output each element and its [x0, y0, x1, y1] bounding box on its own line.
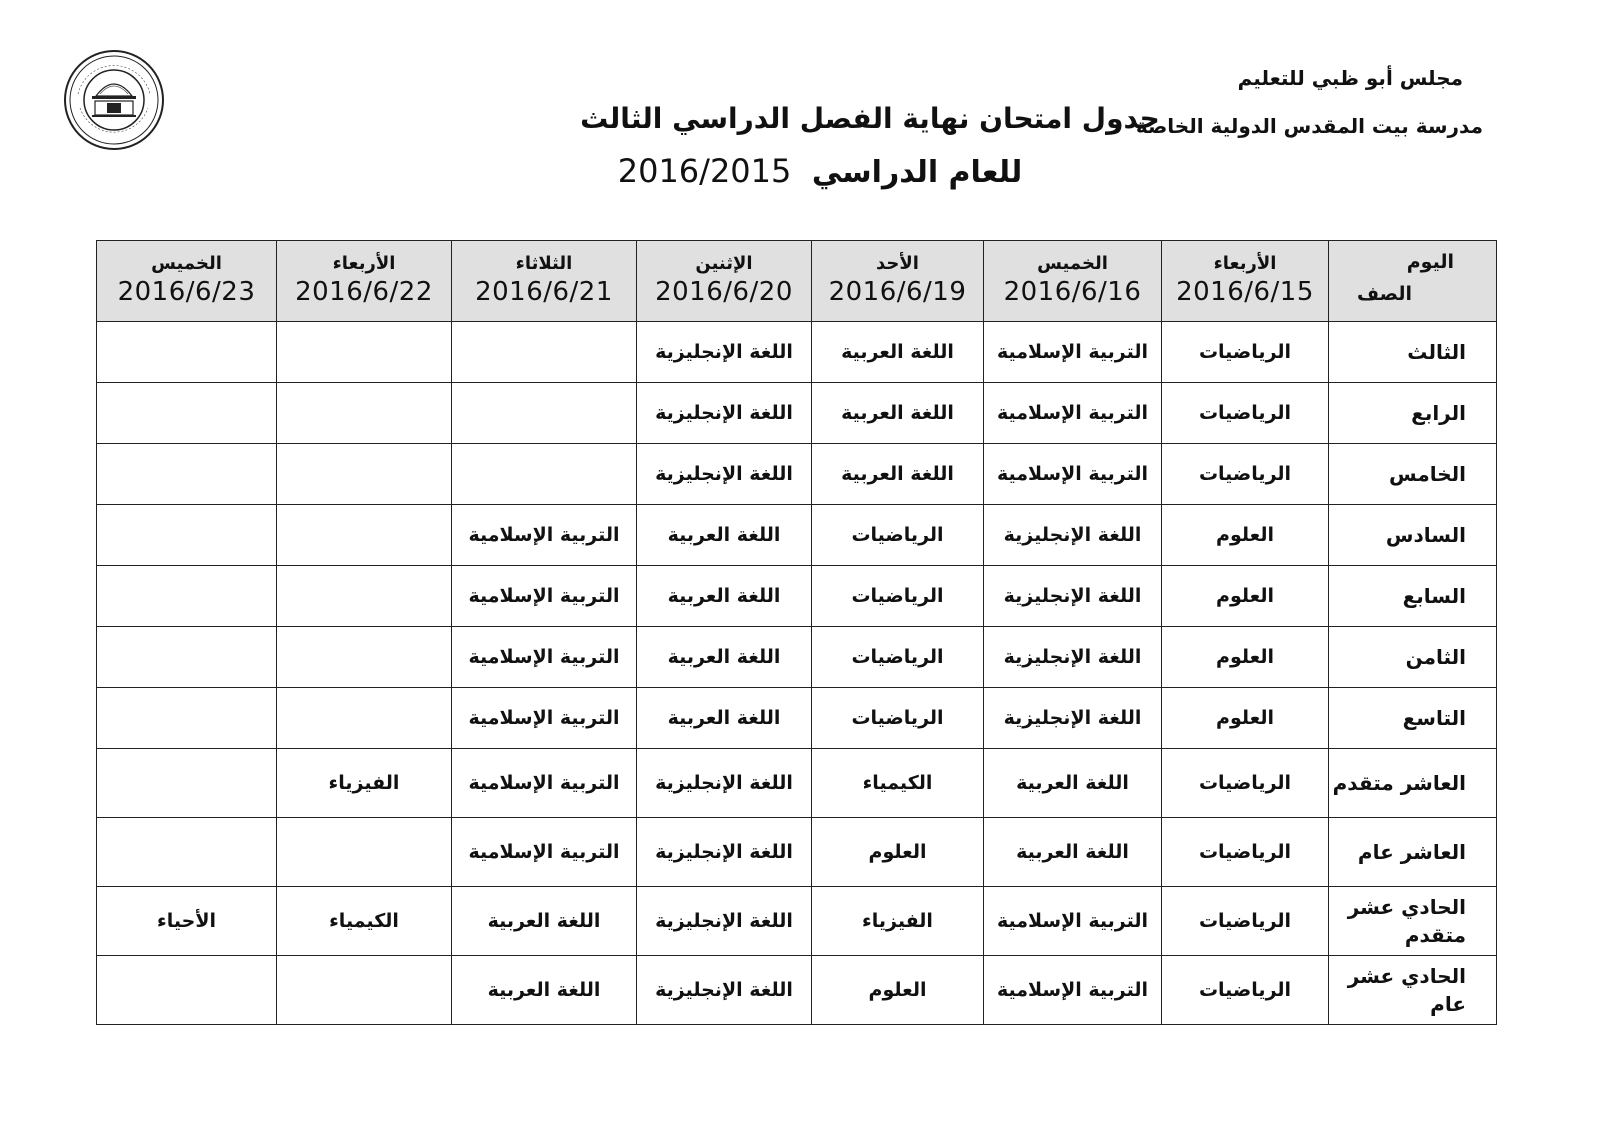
day-column-header [277, 241, 452, 322]
grade-cell: السابع [1329, 566, 1497, 627]
subject-cell: التربية الإسلامية [452, 818, 637, 887]
subject-cell: الرياضيات [1162, 887, 1329, 956]
day-date: 2016/6/16 [1003, 277, 1142, 307]
day-name: الإثنين [695, 253, 753, 274]
subject-cell: اللغة الإنجليزية [637, 322, 812, 383]
subject-cell: اللغة الإنجليزية [637, 749, 812, 818]
day-column-header [1162, 241, 1329, 322]
day-name: الأربعاء [1213, 253, 1277, 274]
subject-cell: اللغة العربية [452, 956, 637, 1025]
subject-cell: اللغة العربية [637, 627, 812, 688]
subject-cell [277, 444, 452, 505]
day-name: الثلاثاء [515, 253, 573, 274]
school-crest-icon [62, 48, 166, 152]
council-name: مجلس أبو ظبي للتعليم [1237, 66, 1463, 90]
subject-cell: الرياضيات [1162, 322, 1329, 383]
subject-cell: التربية الإسلامية [452, 505, 637, 566]
page-subtitle [0, 152, 1600, 190]
subject-cell: الرياضيات [1162, 383, 1329, 444]
day-column-header [97, 241, 277, 322]
subject-cell [277, 322, 452, 383]
subtitle-wrap [618, 152, 1023, 190]
grade-cell: الخامس [1329, 444, 1497, 505]
subject-cell: التربية الإسلامية [984, 383, 1162, 444]
subject-cell: اللغة الإنجليزية [637, 383, 812, 444]
subject-cell: العلوم [1162, 566, 1329, 627]
subject-cell: التربية الإسلامية [984, 322, 1162, 383]
subject-cell: الكيمياء [812, 749, 984, 818]
grade-cell: الثالث [1329, 322, 1497, 383]
corner-header [1329, 241, 1497, 322]
table-row [97, 322, 1497, 383]
subject-cell [277, 627, 452, 688]
subject-cell: الرياضيات [1162, 444, 1329, 505]
day-date: 2016/6/23 [117, 277, 256, 307]
title-text: جدول امتحان نهاية الفصل الدراسي الثالث [580, 102, 1160, 135]
subject-cell: اللغة العربية [637, 566, 812, 627]
subject-cell: اللغة الإنجليزية [637, 444, 812, 505]
subject-cell: العلوم [812, 956, 984, 1025]
subject-cell: التربية الإسلامية [452, 688, 637, 749]
subject-cell: العلوم [1162, 505, 1329, 566]
subject-cell [97, 322, 277, 383]
subject-cell [277, 566, 452, 627]
subject-cell: اللغة العربية [812, 322, 984, 383]
grade-cell: العاشر عام [1329, 818, 1497, 887]
subject-cell: الفيزياء [277, 749, 452, 818]
subject-cell: اللغة الإنجليزية [984, 566, 1162, 627]
subject-cell: اللغة العربية [637, 505, 812, 566]
subject-cell [97, 444, 277, 505]
subject-cell: الفيزياء [812, 887, 984, 956]
subject-cell [452, 322, 637, 383]
table-row [97, 956, 1497, 1025]
subject-cell [452, 444, 637, 505]
subject-cell [97, 818, 277, 887]
subject-cell [97, 566, 277, 627]
subject-cell: اللغة الإنجليزية [984, 688, 1162, 749]
day-column-header [984, 241, 1162, 322]
subject-cell: اللغة العربية [812, 383, 984, 444]
subject-cell: اللغة العربية [637, 688, 812, 749]
grade-cell: الثامن [1329, 627, 1497, 688]
subject-cell: الرياضيات [1162, 749, 1329, 818]
subject-cell: اللغة الإنجليزية [984, 505, 1162, 566]
table-row [97, 505, 1497, 566]
subject-cell: التربية الإسلامية [984, 956, 1162, 1025]
day-name: الأحد [876, 253, 919, 274]
subject-cell [277, 818, 452, 887]
table-row [97, 627, 1497, 688]
day-column-header [637, 241, 812, 322]
subject-cell: التربية الإسلامية [452, 749, 637, 818]
subject-cell [277, 688, 452, 749]
subject-cell [97, 749, 277, 818]
grade-cell: الحادي عشر عام [1329, 956, 1497, 1025]
day-date: 2016/6/19 [828, 277, 967, 307]
day-date: 2016/6/15 [1176, 277, 1314, 307]
table-row [97, 688, 1497, 749]
grade-cell: الحادي عشر متقدم [1329, 887, 1497, 956]
table-row [97, 383, 1497, 444]
subject-cell: اللغة العربية [984, 749, 1162, 818]
header-row [97, 241, 1497, 322]
subject-cell: التربية الإسلامية [452, 566, 637, 627]
subject-cell [452, 383, 637, 444]
subject-cell: الرياضيات [812, 688, 984, 749]
subject-cell: الرياضيات [812, 627, 984, 688]
subject-cell [97, 505, 277, 566]
table-row [97, 749, 1497, 818]
grade-cell: الرابع [1329, 383, 1497, 444]
table-row [97, 818, 1497, 887]
subject-cell: اللغة العربية [812, 444, 984, 505]
subject-cell [277, 956, 452, 1025]
grade-cell: التاسع [1329, 688, 1497, 749]
subject-cell [97, 627, 277, 688]
subtitle-year: 2016/2015 [617, 152, 792, 190]
subject-cell [277, 383, 452, 444]
subject-cell: التربية الإسلامية [984, 444, 1162, 505]
subject-cell: الأحياء [97, 887, 277, 956]
grade-cell: السادس [1329, 505, 1497, 566]
page-title [0, 102, 1600, 135]
subject-cell: اللغة الإنجليزية [637, 887, 812, 956]
subject-cell: اللغة الإنجليزية [637, 956, 812, 1025]
subject-cell: اللغة الإنجليزية [984, 627, 1162, 688]
subject-cell: اللغة العربية [452, 887, 637, 956]
exam-schedule-table [96, 240, 1497, 1025]
table-row [97, 566, 1497, 627]
corner-day-label: اليوم [1406, 251, 1454, 273]
subject-cell: الكيمياء [277, 887, 452, 956]
day-column-header [452, 241, 637, 322]
subtitle-label: للعام الدراسي [811, 155, 1023, 190]
day-date: 2016/6/20 [655, 277, 793, 307]
subject-cell [97, 383, 277, 444]
day-name: الخميس [151, 253, 222, 274]
subject-cell: الرياضيات [812, 566, 984, 627]
day-name: الأربعاء [332, 253, 396, 274]
day-date: 2016/6/22 [295, 277, 433, 307]
subject-cell: العلوم [1162, 688, 1329, 749]
school-name: مدرسة بيت المقدس الدولية الخاصة [1135, 114, 1483, 138]
subject-cell [97, 688, 277, 749]
table-row [97, 444, 1497, 505]
subject-cell: اللغة العربية [984, 818, 1162, 887]
subject-cell: اللغة الإنجليزية [637, 818, 812, 887]
subject-cell: الرياضيات [812, 505, 984, 566]
table-row [97, 887, 1497, 956]
subject-cell: العلوم [812, 818, 984, 887]
subject-cell [277, 505, 452, 566]
subject-cell: الرياضيات [1162, 818, 1329, 887]
day-column-header [812, 241, 984, 322]
subject-cell: التربية الإسلامية [452, 627, 637, 688]
subject-cell: العلوم [1162, 627, 1329, 688]
grade-cell: العاشر متقدم [1329, 749, 1497, 818]
corner-class-label: الصف [1357, 283, 1412, 305]
day-name: الخميس [1037, 253, 1108, 274]
day-date: 2016/6/21 [475, 277, 613, 307]
subject-cell: الرياضيات [1162, 956, 1329, 1025]
subject-cell [97, 956, 277, 1025]
subject-cell: التربية الإسلامية [984, 887, 1162, 956]
